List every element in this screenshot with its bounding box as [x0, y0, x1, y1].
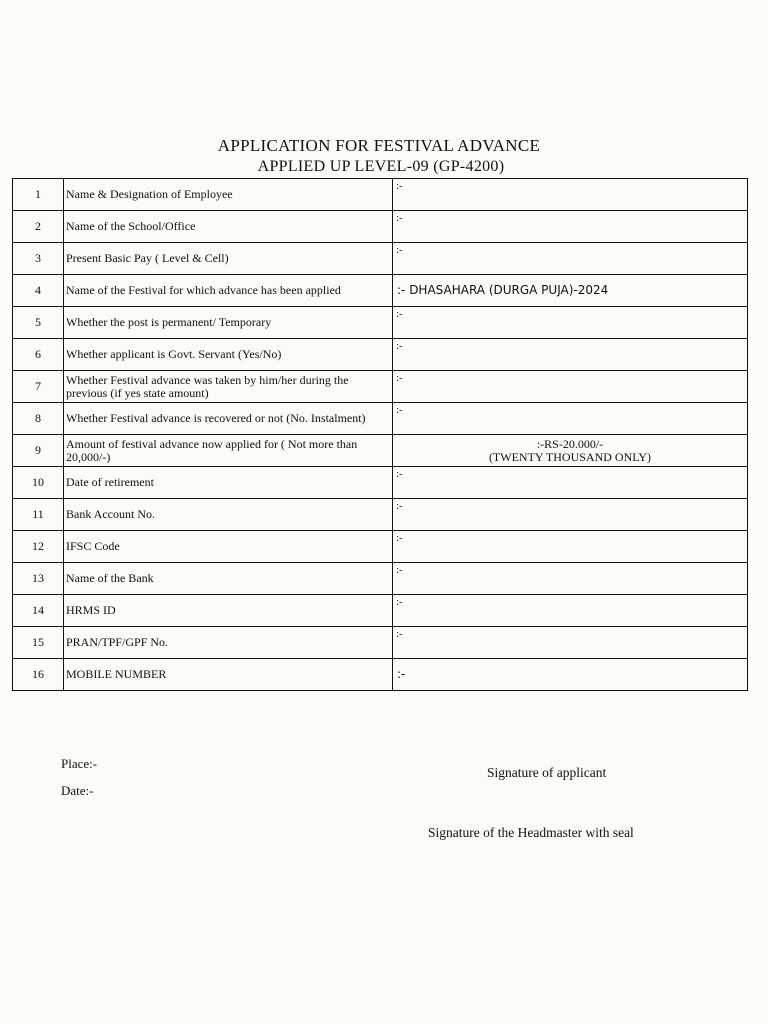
row-value-field[interactable]: [393, 467, 748, 499]
row-value-field[interactable]: [393, 371, 748, 403]
headmaster-signature-label: Signature of the Headmaster with seal: [428, 825, 634, 840]
row-value-field[interactable]: [393, 307, 748, 339]
row-label: IFSC Code: [64, 531, 393, 563]
row-label: Name & Designation of Employee: [64, 179, 393, 211]
row-value-field[interactable]: [393, 531, 748, 563]
row-label: Whether applicant is Govt. Servant (Yes/No): [64, 339, 393, 371]
table-row: [13, 307, 748, 339]
row-label: Name of the School/Office: [64, 211, 393, 243]
row-label: Date of retirement: [64, 467, 393, 499]
row-value-field[interactable]: [393, 211, 748, 243]
table-row: [13, 531, 748, 563]
row-value: :-: [396, 308, 403, 320]
table-row: [13, 403, 748, 435]
row-value-field[interactable]: [393, 179, 748, 211]
row-value-field[interactable]: [393, 435, 748, 467]
row-number: 9: [13, 435, 64, 467]
table-row: [13, 595, 748, 627]
amount-in-words: (TWENTY THOUSAND ONLY): [488, 449, 652, 464]
row-value: :-: [396, 372, 403, 384]
row-value-field[interactable]: [393, 243, 748, 275]
table-row: [13, 243, 748, 275]
table-row: [13, 659, 748, 691]
row-number: 4: [13, 275, 64, 307]
row-value: :-: [396, 244, 403, 256]
row-value-field[interactable]: [393, 595, 748, 627]
row-value-field[interactable]: [393, 563, 748, 595]
row-number: 14: [13, 595, 64, 627]
row-value-field[interactable]: [393, 627, 748, 659]
row-label: Name of the Bank: [64, 563, 393, 595]
row-value-field[interactable]: [393, 339, 748, 371]
table-row: [13, 627, 748, 659]
place-label: Place:-: [61, 756, 98, 771]
row-value: :-: [397, 667, 406, 681]
table-row: [13, 339, 748, 371]
row-value: :-: [396, 628, 403, 640]
row-value: :-: [396, 180, 403, 192]
row-number: 12: [13, 531, 64, 563]
table-row: [13, 275, 748, 307]
row-label: Whether the post is permanent/ Temporary: [64, 307, 393, 339]
row-value: :- DHASAHARA (DURGA PUJA)-2024: [397, 283, 609, 297]
date-label: Date:-: [61, 783, 94, 798]
table-row: [13, 563, 748, 595]
row-value: :-: [396, 468, 403, 480]
row-number: 11: [13, 499, 64, 531]
row-label: Present Basic Pay ( Level & Cell): [64, 243, 393, 275]
table-row: [13, 467, 748, 499]
amount-value: :-RS-20.000/-: [536, 436, 604, 451]
row-label: MOBILE NUMBER: [64, 659, 393, 691]
table-row: [13, 371, 748, 403]
table-row: [13, 211, 748, 243]
row-number: 5: [13, 307, 64, 339]
row-number: 8: [13, 403, 64, 435]
application-form-table: [12, 178, 748, 691]
row-number: 15: [13, 627, 64, 659]
table-row: [13, 179, 748, 211]
row-value: :-: [396, 340, 403, 352]
row-number: 1: [13, 179, 64, 211]
row-number: 10: [13, 467, 64, 499]
form-subtitle: APPLIED UP LEVEL-09 (GP-4200): [257, 158, 505, 175]
row-label: Whether Festival advance was taken by him/her during the previous (if yes state amount): [64, 371, 393, 403]
row-label: PRAN/TPF/GPF No.: [64, 627, 393, 659]
table-row: [13, 499, 748, 531]
row-number: 6: [13, 339, 64, 371]
row-number: 3: [13, 243, 64, 275]
row-number: 2: [13, 211, 64, 243]
row-value-field[interactable]: [393, 403, 748, 435]
row-value: :-: [396, 564, 403, 576]
row-value-field[interactable]: [393, 659, 748, 691]
row-value: :-: [396, 212, 403, 224]
applicant-signature-label: Signature of applicant: [487, 765, 607, 780]
row-value-field[interactable]: [393, 499, 748, 531]
row-number: 16: [13, 659, 64, 691]
table-row: [13, 435, 748, 467]
row-label: HRMS ID: [64, 595, 393, 627]
row-value: :-: [396, 532, 403, 544]
row-value: :-: [396, 404, 403, 416]
row-number: 13: [13, 563, 64, 595]
row-label: Amount of festival advance now applied for ( Not more than 20,000/-): [64, 435, 393, 467]
row-label: Whether Festival advance is recovered or not (No. Instalment): [64, 403, 393, 435]
row-label: Name of the Festival for which advance has been applied: [64, 275, 393, 307]
row-value: :-: [396, 500, 403, 512]
row-number: 7: [13, 371, 64, 403]
row-label: Bank Account No.: [64, 499, 393, 531]
form-title: APPLICATION FOR FESTIVAL ADVANCE: [217, 136, 541, 155]
row-value: :-: [396, 596, 403, 608]
row-value-field[interactable]: [393, 275, 748, 307]
